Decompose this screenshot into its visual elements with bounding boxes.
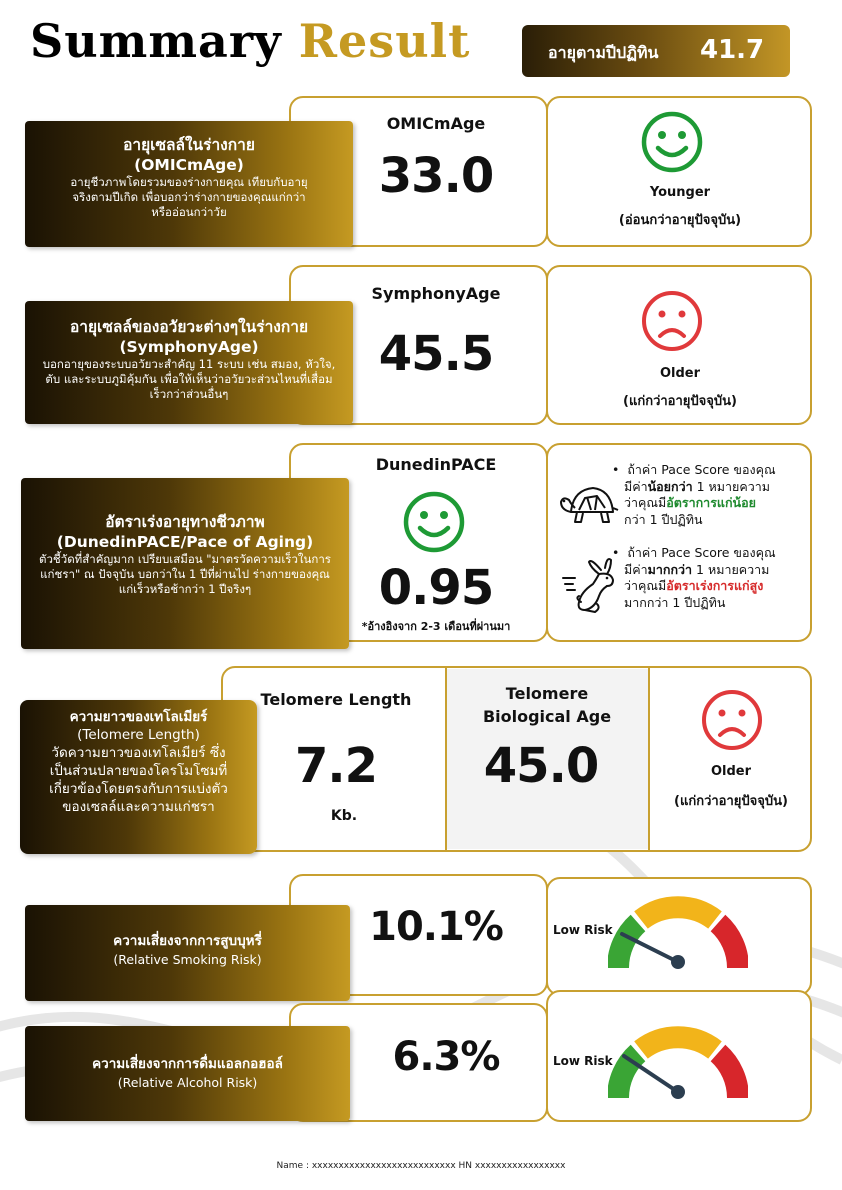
dunedin-side-subtitle: (DunedinPACE/Pace of Aging) (56, 533, 314, 551)
telomere-length-unit: Kb. (330, 808, 358, 824)
dunedin-side-label (21, 478, 349, 649)
alcohol-side-label (25, 1026, 350, 1121)
telomere-length-value: 7.2 (294, 738, 378, 794)
telomere-status-th: (แก่กว่าอายุปัจจุบัน) (674, 794, 788, 809)
smoking-risk-label: Low Risk (553, 923, 613, 937)
risk-gauge-icon (608, 892, 748, 974)
bullet-emphasis: น้อยกว่า (647, 478, 693, 494)
telomere-status-en: Older (710, 764, 752, 779)
symphony-side-subtitle: (SymphonyAge) (119, 338, 259, 356)
symphony-side-label (25, 301, 353, 424)
bullet-text: กว่า 1 ปีปฏิทิน (624, 511, 703, 527)
telomere-bioage-value: 45.0 (483, 738, 599, 794)
chronological-age-label: อายุตามปีปฏิทิน (548, 43, 659, 62)
alcohol-value: 6.3% (392, 1034, 500, 1080)
symphony-status-th: (แก่กว่าอายุปัจจุบัน) (623, 394, 737, 409)
symphony-side-desc: บอกอายุของระบบอวัยวะสำคัญ 11 ระบบ เช่น สมอง, หัวใจ, ตับ และระบบภูมิคุ้มกัน เพื่อให้เห็นว่าอวัยวะส่วนไหนที่เสื่อมเร็วกว่าส่วนอื่นๆ (42, 357, 336, 401)
bullet-emphasis-red: อัตราเร่งการแก่สูง (666, 578, 764, 593)
dunedin-bullet-fast: • ถ้าค่า Pace Score ของคุณ มีค่ามากกว่า 1 หมายความ ว่าคุณมีอัตราเร่งการแก่สูง มากกว่า 1 ปีปฏิทิน (612, 545, 810, 611)
omicmage-side-subtitle: (OMICmAge) (134, 156, 244, 174)
title-word-summary: Summary (30, 14, 282, 68)
telomere-side-label (20, 700, 257, 854)
telomere-length-name: Telomere Length (260, 690, 412, 709)
sad-face-icon (640, 289, 704, 353)
patient-name-line: Name : xxxxxxxxxxxxxxxxxxxxxxxxxxx HN xxxxxxxxxxxxxxxxx (276, 1161, 566, 1171)
omicmage-value: 33.0 (378, 148, 494, 204)
symphony-status-en: Older (659, 366, 701, 381)
telomere-side-title: ความยาวของเทโลเมียร์ (69, 709, 208, 725)
omicmage-status-en: Younger (649, 185, 711, 200)
dunedin-side-title: อัตราเร่งอายุทางชีวภาพ (105, 513, 265, 531)
bullet-text: มากกว่า 1 ปีปฏิทิน (624, 594, 726, 610)
smoking-side-title: ความเสี่ยงจากการสูบบุหรี่ (113, 933, 262, 949)
symphony-metric-name: SymphonyAge (371, 284, 501, 303)
turtle-icon (557, 480, 619, 526)
telomere-bioage-name-2: Biological Age (482, 707, 612, 726)
dunedin-value: 0.95 (378, 560, 494, 616)
bullet-emphasis: มากกว่า (647, 561, 693, 577)
alcohol-risk-label: Low Risk (553, 1054, 613, 1068)
smoking-value: 10.1% (369, 904, 503, 950)
telomere-bioage-name-1: Telomere (505, 684, 589, 703)
alcohol-side-subtitle: (Relative Alcohol Risk) (117, 1075, 258, 1090)
chronological-age-box (522, 25, 790, 77)
omicmage-side-desc: อายุชีวภาพโดยรวมของร่างกายคุณ เทียบกับอายุจริงตามปีเกิด เพื่อบอกว่าร่างกายของคุณแก่กว่าหรืออ่อนกว่าวัย (70, 175, 308, 219)
bullet-text: มีค่า (624, 561, 648, 577)
smoking-side-label (25, 905, 350, 1001)
sad-face-icon (700, 688, 764, 752)
bullet-text: 1 หมายความ (692, 478, 770, 494)
omicmage-status-th: (อ่อนกว่าอายุปัจจุบัน) (618, 213, 742, 228)
smiley-face-icon (640, 110, 704, 174)
omicmage-metric-name: OMICmAge (386, 114, 486, 133)
dunedin-footnote: *อ้างอิงจาก 2-3 เดือนที่ผ่านมา (361, 620, 511, 633)
chronological-age-value: 41.7 (700, 35, 765, 65)
page-title (30, 14, 470, 68)
symphony-value: 45.5 (378, 326, 494, 382)
dunedin-side-desc: ตัวชี้วัดที่สำคัญมาก เปรียบเสมือน "มาตรวัดความเร็วในการแก่ชรา" ณ ปัจจุบัน บอกว่าใน 1 ปีที่ผ่านไป ร่างกายของคุณแก่เร็วหรือช้ากว่า 1 ปีจริงๆ (39, 552, 331, 596)
bullet-text: ว่าคุณมี (624, 495, 667, 510)
dunedin-bullet-slow: • ถ้าค่า Pace Score ของคุณ มีค่าน้อยกว่า 1 หมายความ ว่าคุณมีอัตราการแก่น้อย กว่า 1 ปีปฏิทิน (612, 462, 810, 528)
omicmage-side-title: อายุเซลล์ในร่างกาย (123, 136, 255, 154)
bullet-text: ถ้าค่า Pace Score ของคุณ (627, 545, 776, 560)
telomere-divider-2 (648, 668, 650, 850)
symphony-side-title: อายุเซลล์ของอวัยวะต่างๆในร่างกาย (69, 318, 309, 336)
bullet-text: มีค่า (624, 478, 648, 494)
smiley-face-icon (402, 490, 466, 554)
bullet-emphasis-green: อัตราการแก่น้อย (666, 495, 756, 510)
omicmage-side-label (25, 121, 353, 247)
smoking-side-subtitle: (Relative Smoking Risk) (113, 952, 262, 967)
alcohol-side-title: ความเสี่ยงจากการดื่มแอลกอฮอล์ (92, 1056, 283, 1072)
bullet-text: ว่าคุณมี (624, 578, 667, 593)
telomere-side-desc: วัดความยาวของเทโลเมียร์ ซึ่งเป็นส่วนปลายของโครโมโซมที่เกี่ยวข้องโดยตรงกับการแบ่งตัวของเซลล์และความแก่ชรา (49, 745, 228, 815)
bullet-text: ถ้าค่า Pace Score ของคุณ (627, 462, 776, 477)
telomere-side-subtitle: (Telomere Length) (77, 727, 200, 743)
dunedin-metric-name: DunedinPACE (375, 455, 497, 474)
bullet-text: 1 หมายความ (692, 561, 770, 577)
title-word-result: Result (298, 14, 471, 68)
risk-gauge-icon (608, 1022, 748, 1104)
